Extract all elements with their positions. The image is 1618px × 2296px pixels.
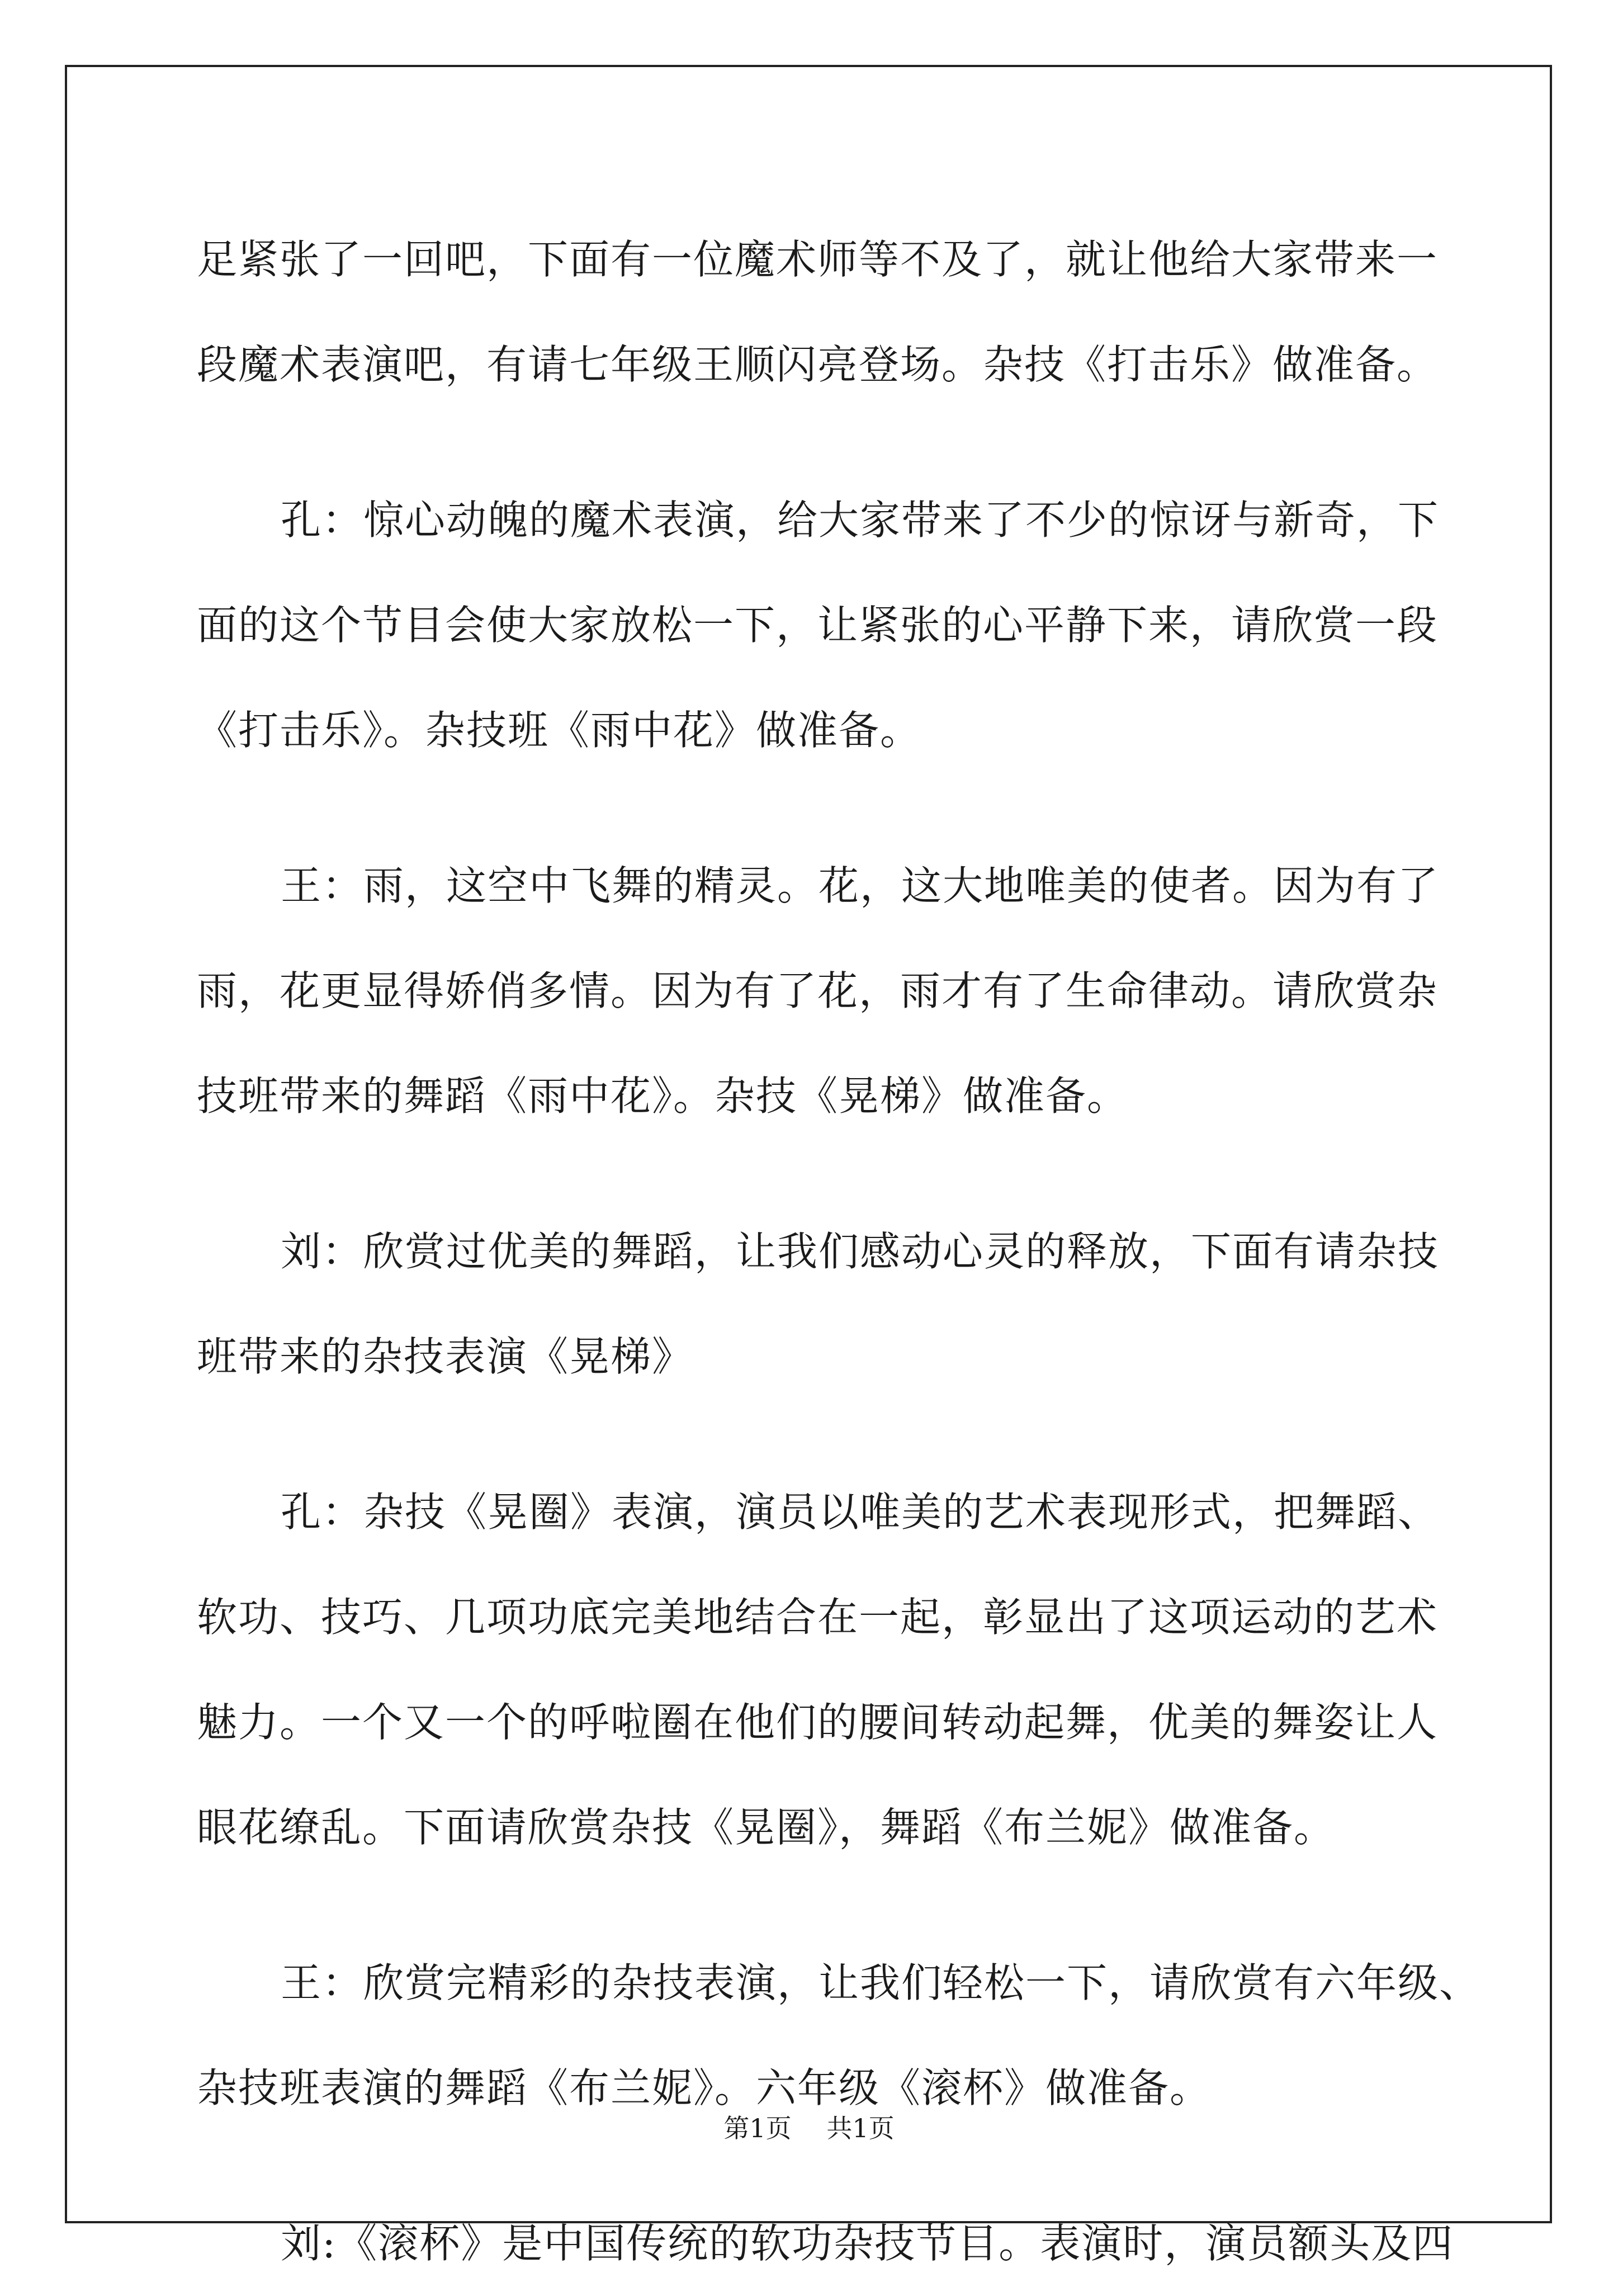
paragraph-3-line-3: 技班带来的舞蹈《雨中花》。杂技《晃梯》做准备。 — [197, 1073, 1129, 1119]
page-total: 共1页 — [826, 2113, 895, 2143]
page-number: 第1页 — [723, 2113, 792, 2143]
paragraph-3-line-2: 雨，花更显得娇俏多情。因为有了花，雨才有了生命律动。请欣赏杂 — [197, 967, 1439, 1014]
paragraph-2-line-3: 《打击乐》。杂技班《雨中花》做准备。 — [197, 707, 922, 754]
paragraph-4-line-2: 班带来的杂技表演《晃梯》 — [197, 1333, 694, 1380]
paragraph-1-line-2: 段魔术表演吧，有请七年级王顺闪亮登场。杂技《打击乐》做准备。 — [197, 341, 1439, 388]
paragraph-5-line-4: 眼花缭乱。下面请欣赏杂技《晃圈》，舞蹈《布兰妮》做准备。 — [197, 1804, 1336, 1851]
paragraph-2-line-1: 孔：惊心动魄的魔术表演，给大家带来了不少的惊讶与新奇，下 — [281, 497, 1440, 544]
paragraph-5-line-3: 魅力。一个又一个的呼啦圈在他们的腰间转动起舞，优美的舞姿让人 — [197, 1699, 1439, 1746]
paragraph-6-line-1: 王：欣赏完精彩的杂技表演，让我们轻松一下，请欣赏有六年级、 — [281, 1959, 1481, 2006]
paragraph-6-line-2: 杂技班表演的舞蹈《布兰妮》。六年级《滚杯》做准备。 — [197, 2064, 1212, 2111]
paragraph-5-line-2: 软功、技巧、几项功底完美地结合在一起，彰显出了这项运动的艺术 — [197, 1594, 1439, 1641]
paragraph-3-line-1: 王：雨，这空中飞舞的精灵。花，这大地唯美的使者。因为有了 — [281, 862, 1440, 909]
paragraph-1-line-1: 足紧张了一回吧，下面有一位魔术师等不及了，就让他给大家带来一 — [197, 236, 1439, 283]
page-footer — [0, 2108, 1618, 2145]
document-body — [197, 207, 1481, 2296]
paragraph-4-line-1: 刘：欣赏过优美的舞蹈，让我们感动心灵的释放，下面有请杂技 — [281, 1228, 1440, 1275]
paragraph-5-line-1: 孔：杂技《晃圈》表演，演员以唯美的艺术表现形式，把舞蹈、 — [281, 1489, 1440, 1536]
paragraph-2-line-2: 面的这个节目会使大家放松一下，让紧张的心平静下来，请欣赏一段 — [197, 602, 1439, 649]
paragraph-7-line-1: 刘:《滚杯》是中国传统的软功杂技节目。表演时，演员额头及四 — [281, 2220, 1454, 2267]
